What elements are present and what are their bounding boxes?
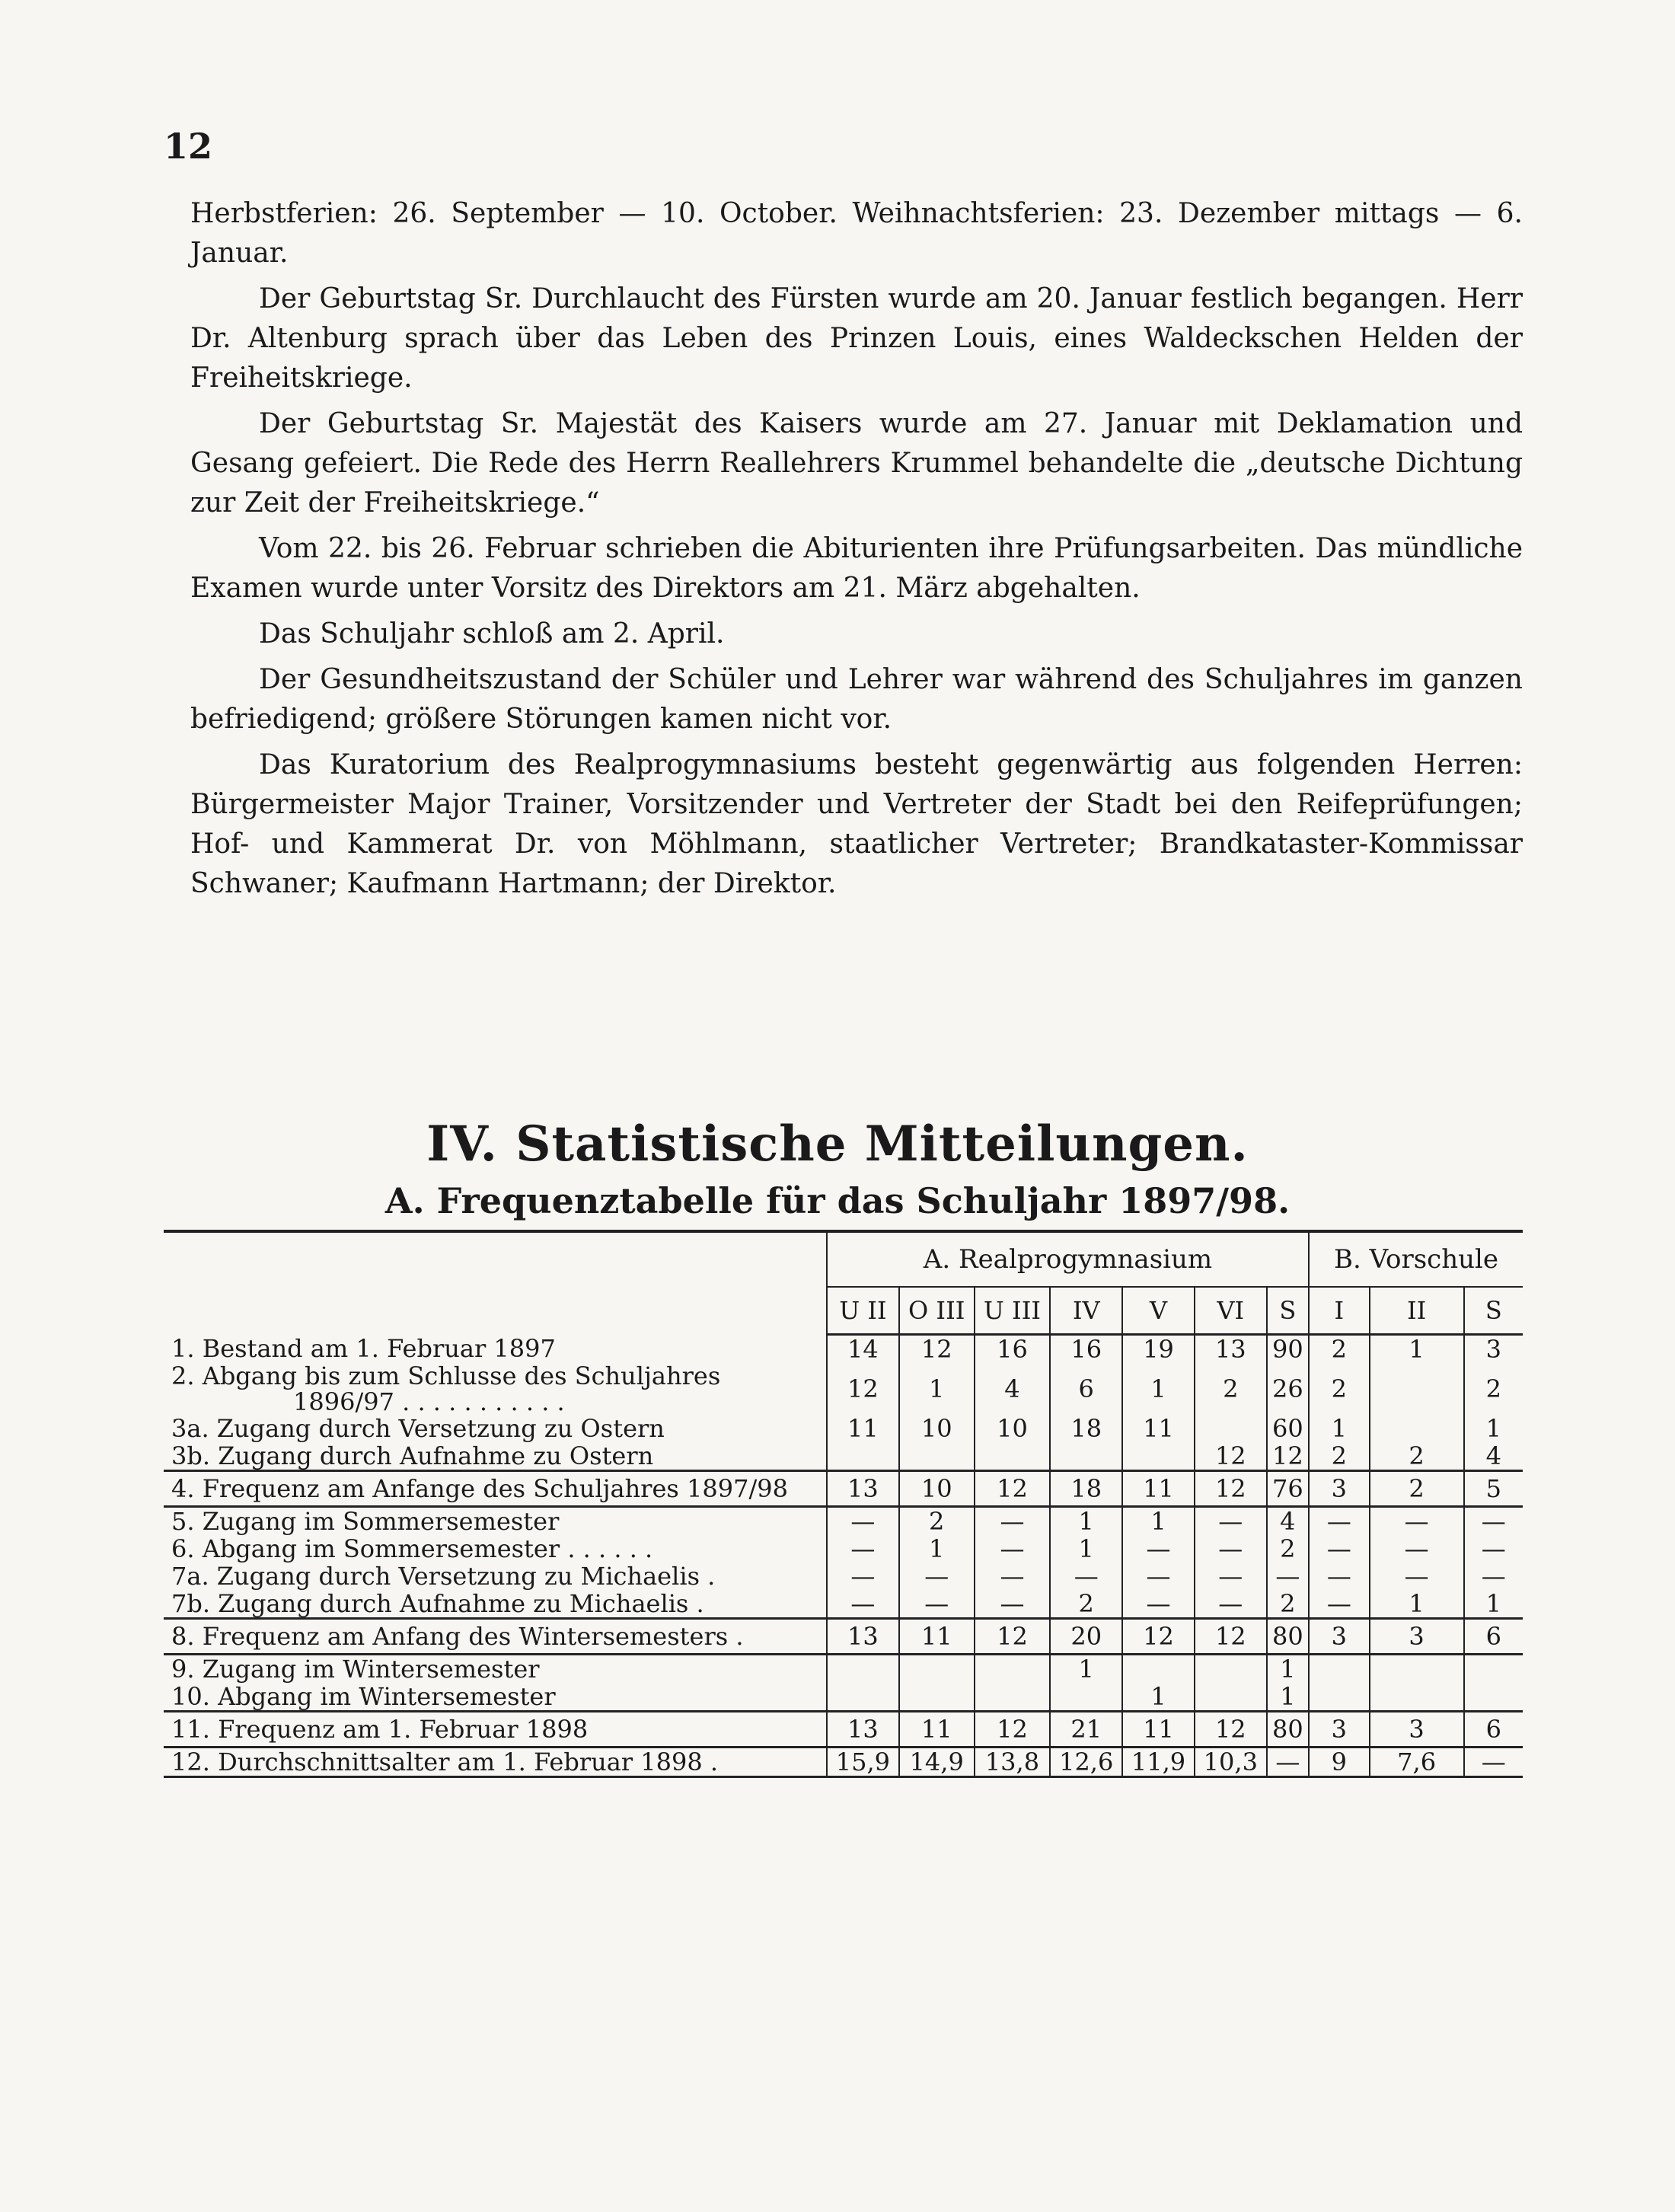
column-header: II bbox=[1370, 1287, 1464, 1335]
table-cell: 6 bbox=[1464, 1712, 1523, 1748]
table-cell: 1 bbox=[1370, 1335, 1464, 1364]
table-row bbox=[164, 1712, 1523, 1748]
row-label bbox=[164, 1335, 827, 1364]
row-label bbox=[164, 1442, 827, 1471]
table-cell: 19 bbox=[1122, 1335, 1195, 1364]
table-cell: 2 bbox=[1464, 1363, 1523, 1415]
table-row bbox=[164, 1471, 1523, 1507]
table-row bbox=[164, 1535, 1523, 1562]
table-cell bbox=[1195, 1683, 1267, 1712]
table-cell: 12,6 bbox=[1050, 1748, 1122, 1777]
table-cell bbox=[1464, 1683, 1523, 1712]
table-row bbox=[164, 1442, 1523, 1471]
table-cell bbox=[1370, 1683, 1464, 1712]
table-cell: 1 bbox=[1267, 1655, 1309, 1684]
table-cell: 11 bbox=[827, 1415, 899, 1442]
table-row bbox=[164, 1619, 1523, 1655]
table-cell bbox=[1309, 1655, 1370, 1684]
row-label-text: 3a. Zugang durch Versetzung zu Ostern bbox=[171, 1414, 665, 1443]
row-label bbox=[164, 1507, 827, 1536]
row-label-text: 2. Abgang bis zum Schlusse des Schuljahres bbox=[171, 1361, 721, 1390]
table-cell: 3 bbox=[1370, 1619, 1464, 1655]
row-label-text: 9. Zugang im Wintersemester bbox=[171, 1655, 540, 1684]
table-cell bbox=[1370, 1415, 1464, 1442]
table-cell: — bbox=[1464, 1535, 1523, 1562]
table-cell bbox=[827, 1683, 899, 1712]
table-cell: — bbox=[1370, 1562, 1464, 1590]
table-cell bbox=[827, 1655, 899, 1684]
table-cell: 11 bbox=[899, 1712, 975, 1748]
table-cell: — bbox=[1370, 1507, 1464, 1536]
table-cell: 9 bbox=[1309, 1748, 1370, 1777]
table-cell bbox=[899, 1683, 975, 1712]
table-cell: 1 bbox=[1122, 1683, 1195, 1712]
table-cell: 1 bbox=[1370, 1590, 1464, 1619]
row-label-text: 7a. Zugang durch Versetzung zu Michaelis . bbox=[171, 1562, 716, 1591]
table-cell: 12 bbox=[1195, 1471, 1267, 1507]
table-cell: — bbox=[1464, 1748, 1523, 1777]
table-cell: 2 bbox=[1267, 1590, 1309, 1619]
table-cell: — bbox=[1195, 1562, 1267, 1590]
table-cell: 20 bbox=[1050, 1619, 1122, 1655]
table-cell: 3 bbox=[1309, 1619, 1370, 1655]
table-cell bbox=[1370, 1655, 1464, 1684]
table-cell: — bbox=[1464, 1507, 1523, 1536]
table-cell: 21 bbox=[1050, 1712, 1122, 1748]
row-label-text: 6. Abgang im Sommersemester . . . . . . bbox=[171, 1534, 653, 1563]
table-cell: — bbox=[1195, 1590, 1267, 1619]
table-cell: 1 bbox=[1309, 1415, 1370, 1442]
table-cell: 1 bbox=[1050, 1535, 1122, 1562]
table-cell: — bbox=[1267, 1562, 1309, 1590]
table-cell: 12 bbox=[827, 1363, 899, 1415]
table-cell bbox=[1195, 1415, 1267, 1442]
row-label bbox=[164, 1712, 827, 1748]
table-cell: 12 bbox=[899, 1335, 975, 1364]
table-cell bbox=[1195, 1655, 1267, 1684]
table-cell: 11 bbox=[899, 1619, 975, 1655]
table-cell: — bbox=[1122, 1562, 1195, 1590]
row-label bbox=[164, 1655, 827, 1684]
row-label bbox=[164, 1415, 827, 1442]
table-row bbox=[164, 1590, 1523, 1619]
table-cell: 80 bbox=[1267, 1712, 1309, 1748]
table-cell bbox=[1050, 1442, 1122, 1471]
table-cell: 16 bbox=[975, 1335, 1051, 1364]
table-cell: — bbox=[1122, 1590, 1195, 1619]
row-label-text: 8. Frequenz am Anfang des Wintersemesters . bbox=[171, 1622, 744, 1651]
table-cell: 2 bbox=[1370, 1442, 1464, 1471]
table-cell: — bbox=[975, 1562, 1051, 1590]
column-header: V bbox=[1122, 1287, 1195, 1335]
table-cell: 13 bbox=[1195, 1335, 1267, 1364]
table-cell: — bbox=[827, 1507, 899, 1536]
table-cell: — bbox=[827, 1562, 899, 1590]
table-cell bbox=[1050, 1683, 1122, 1712]
table-cell: 12 bbox=[1122, 1619, 1195, 1655]
table-cell: 80 bbox=[1267, 1619, 1309, 1655]
table-cell: — bbox=[1309, 1535, 1370, 1562]
table-group-header bbox=[164, 1231, 1523, 1287]
paragraph: Das Kuratorium des Realprogymnasiums besteht gegenwärtig aus folgenden Herren: Bürgermeister Major Trainer, Vorsitzender und Vertreter der Stadt bei den Reifeprüfungen; Hof- und Kammerat Dr. von Möhlmann, staatlicher Vertreter; Brandkataster-Kommissar Schwaner; Kaufmann Hartmann; der Direktor. bbox=[190, 749, 1523, 899]
row-label bbox=[164, 1619, 827, 1655]
row-label bbox=[164, 1683, 827, 1712]
table-cell bbox=[1464, 1655, 1523, 1684]
table-cell: 4 bbox=[975, 1363, 1051, 1415]
table-cell: 3 bbox=[1464, 1335, 1523, 1364]
table-cell: 1 bbox=[1050, 1507, 1122, 1536]
row-label bbox=[164, 1562, 827, 1590]
table-cell: 12 bbox=[1195, 1619, 1267, 1655]
column-header: O III bbox=[899, 1287, 975, 1335]
group-realprogymnasium: A. Realprogymnasium bbox=[827, 1231, 1309, 1287]
table-cell: 13 bbox=[827, 1712, 899, 1748]
table-cell: 60 bbox=[1267, 1415, 1309, 1442]
table-row bbox=[164, 1683, 1523, 1712]
row-label-text: 5. Zugang im Sommersemester bbox=[171, 1507, 560, 1536]
table-cell: 15,9 bbox=[827, 1748, 899, 1777]
table-cell: 4 bbox=[1464, 1442, 1523, 1471]
table-cell bbox=[1122, 1655, 1195, 1684]
chronicle-text bbox=[190, 194, 1523, 910]
table-cell: 26 bbox=[1267, 1363, 1309, 1415]
table-cell: 2 bbox=[899, 1507, 975, 1536]
table-cell: — bbox=[1195, 1507, 1267, 1536]
table-cell: — bbox=[975, 1535, 1051, 1562]
row-label-text: 10. Abgang im Wintersemester bbox=[171, 1682, 556, 1711]
table-cell: 5 bbox=[1464, 1471, 1523, 1507]
page-number: 12 bbox=[164, 126, 213, 167]
table-cell: 2 bbox=[1050, 1590, 1122, 1619]
row-label-text: 3b. Zugang durch Aufnahme zu Ostern bbox=[171, 1441, 654, 1470]
table-cell: 3 bbox=[1309, 1712, 1370, 1748]
table-cell: 13 bbox=[827, 1471, 899, 1507]
table-cell: 1 bbox=[1267, 1683, 1309, 1712]
table-cell: — bbox=[899, 1590, 975, 1619]
row-label-text: 1. Bestand am 1. Februar 1897 bbox=[171, 1334, 556, 1364]
table-cell bbox=[975, 1655, 1051, 1684]
table-cell: 2 bbox=[1309, 1335, 1370, 1364]
table-cell: — bbox=[1195, 1535, 1267, 1562]
table-cell: 1 bbox=[1122, 1507, 1195, 1536]
table-cell: — bbox=[1370, 1535, 1464, 1562]
table-row bbox=[164, 1335, 1523, 1364]
table-cell bbox=[1122, 1442, 1195, 1471]
table-cell: — bbox=[1309, 1507, 1370, 1536]
table-cell: 2 bbox=[1309, 1442, 1370, 1471]
row-label bbox=[164, 1590, 827, 1619]
group-vorschule: B. Vorschule bbox=[1309, 1231, 1523, 1287]
row-label bbox=[164, 1363, 827, 1415]
table-cell: 1 bbox=[1122, 1363, 1195, 1415]
column-header: S bbox=[1267, 1287, 1309, 1335]
table-cell bbox=[899, 1442, 975, 1471]
table-cell: 11 bbox=[1122, 1712, 1195, 1748]
column-header: U II bbox=[827, 1287, 899, 1335]
table-cell: 2 bbox=[1267, 1535, 1309, 1562]
table-cell: — bbox=[899, 1562, 975, 1590]
table-cell: 13 bbox=[827, 1619, 899, 1655]
table-cell: 2 bbox=[1195, 1363, 1267, 1415]
table-cell: 1 bbox=[1464, 1415, 1523, 1442]
table-cell: — bbox=[1464, 1562, 1523, 1590]
table-row bbox=[164, 1415, 1523, 1442]
table-cell bbox=[975, 1683, 1051, 1712]
table-cell: 1 bbox=[1050, 1655, 1122, 1684]
row-label-text: 7b. Zugang durch Aufnahme zu Michaelis . bbox=[171, 1589, 704, 1618]
table-cell: 6 bbox=[1050, 1363, 1122, 1415]
table-cell: 1 bbox=[1464, 1590, 1523, 1619]
table-cell: 4 bbox=[1267, 1507, 1309, 1536]
paragraph: Vom 22. bis 26. Februar schrieben die Abiturienten ihre Prüfungsarbeiten. Das mündliche Examen wurde unter Vorsitz des Direktors am 21. März abgehalten. bbox=[190, 533, 1523, 604]
table-cell: 12 bbox=[975, 1712, 1051, 1748]
table-cell: 7,6 bbox=[1370, 1748, 1464, 1777]
table-cell: 12 bbox=[1195, 1442, 1267, 1471]
table-cell: 10,3 bbox=[1195, 1748, 1267, 1777]
table-cell: 12 bbox=[1267, 1442, 1309, 1471]
table-cell: 10 bbox=[975, 1415, 1051, 1442]
table-row bbox=[164, 1748, 1523, 1777]
paragraph: Herbstferien: 26. September — 10. October. Weihnachtsferien: 23. Dezember mittags — 6. Januar. bbox=[190, 198, 1523, 269]
column-header: U III bbox=[975, 1287, 1051, 1335]
table-cell: — bbox=[975, 1507, 1051, 1536]
table-cell: 3 bbox=[1370, 1712, 1464, 1748]
row-label-text: 4. Frequenz am Anfange des Schuljahres 1897/98 bbox=[171, 1474, 788, 1503]
table-cell: 11,9 bbox=[1122, 1748, 1195, 1777]
table-cell: 10 bbox=[899, 1415, 975, 1442]
table-cell: 2 bbox=[1370, 1471, 1464, 1507]
table-cell: 18 bbox=[1050, 1415, 1122, 1442]
table-cell: 76 bbox=[1267, 1471, 1309, 1507]
table-cell bbox=[1370, 1363, 1464, 1415]
table-cell: 14,9 bbox=[899, 1748, 975, 1777]
table-row bbox=[164, 1507, 1523, 1536]
frequency-table bbox=[164, 1230, 1523, 1778]
table-cell bbox=[899, 1655, 975, 1684]
table-cell: — bbox=[827, 1535, 899, 1562]
column-header: VI bbox=[1195, 1287, 1267, 1335]
table-cell: 14 bbox=[827, 1335, 899, 1364]
table-cell: 10 bbox=[899, 1471, 975, 1507]
table-cell: — bbox=[1309, 1562, 1370, 1590]
table-row bbox=[164, 1655, 1523, 1684]
column-header: IV bbox=[1050, 1287, 1122, 1335]
table-cell: 11 bbox=[1122, 1415, 1195, 1442]
table-cell: 1 bbox=[899, 1535, 975, 1562]
row-label-text: 11. Frequenz am 1. Februar 1898 bbox=[171, 1715, 589, 1744]
row-label bbox=[164, 1748, 827, 1777]
table-cell bbox=[975, 1442, 1051, 1471]
paragraph: Das Schuljahr schloß am 2. April. bbox=[259, 618, 725, 650]
label-column-header bbox=[164, 1231, 827, 1335]
column-header: I bbox=[1309, 1287, 1370, 1335]
row-label bbox=[164, 1471, 827, 1507]
table-cell: 6 bbox=[1464, 1619, 1523, 1655]
table-row bbox=[164, 1562, 1523, 1590]
paragraph: Der Geburtstag Sr. Durchlaucht des Fürsten wurde am 20. Januar festlich begangen. Herr Dr. Altenburg sprach über das Leben des Prinzen Louis, eines Waldeckschen Helden der Freiheitskriege. bbox=[190, 283, 1523, 394]
table-cell: 12 bbox=[975, 1619, 1051, 1655]
table-row bbox=[164, 1363, 1523, 1415]
table-cell bbox=[1309, 1683, 1370, 1712]
table-cell: — bbox=[1122, 1535, 1195, 1562]
column-header: S bbox=[1464, 1287, 1523, 1335]
table-cell: 18 bbox=[1050, 1471, 1122, 1507]
table-cell: 16 bbox=[1050, 1335, 1122, 1364]
table-cell: 12 bbox=[975, 1471, 1051, 1507]
paragraph: Der Geburtstag Sr. Majestät des Kaisers wurde am 27. Januar mit Deklamation und Gesang gefeiert. Die Rede des Herrn Reallehrers Krummel behandelte die „deutsche Dichtung zur Zeit der Freiheitskriege.“ bbox=[190, 408, 1523, 519]
table-cell: 13,8 bbox=[975, 1748, 1051, 1777]
table-cell: — bbox=[1309, 1590, 1370, 1619]
table-cell bbox=[827, 1442, 899, 1471]
table-cell: 1 bbox=[899, 1363, 975, 1415]
table-cell: 3 bbox=[1309, 1471, 1370, 1507]
row-label-text: 12. Durchschnittsalter am 1. Februar 1898 . bbox=[171, 1748, 719, 1776]
table-cell: 11 bbox=[1122, 1471, 1195, 1507]
paragraph: Der Gesundheitszustand der Schüler und Lehrer war während des Schuljahres im ganzen befriedigend; größere Störungen kamen nicht vor. bbox=[190, 664, 1523, 735]
row-label bbox=[164, 1535, 827, 1562]
table-cell: — bbox=[827, 1590, 899, 1619]
table-title: A. Frequenztabelle für das Schuljahr 1897/98. bbox=[384, 1180, 1291, 1221]
table-cell: — bbox=[1267, 1748, 1309, 1777]
section-title: IV. Statistische Mitteilungen. bbox=[426, 1116, 1249, 1173]
table-cell: — bbox=[975, 1590, 1051, 1619]
table-cell: 2 bbox=[1309, 1363, 1370, 1415]
table-cell: — bbox=[1050, 1562, 1122, 1590]
table-cell: 90 bbox=[1267, 1335, 1309, 1364]
row-label-continuation: 1896/97 . . . . . . . . . . . bbox=[293, 1387, 565, 1416]
table-cell: 12 bbox=[1195, 1712, 1267, 1748]
